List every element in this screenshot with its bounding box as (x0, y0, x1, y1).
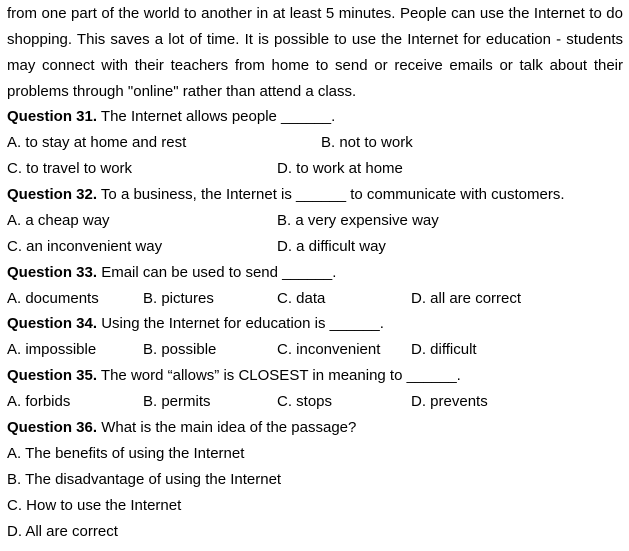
passage-line: shopping. This saves a lot of time. It is possible to use the Internet for education - students (7, 31, 623, 48)
option-c[interactable]: C. data (277, 290, 326, 307)
question-number: Question 31. (7, 108, 98, 125)
option-d[interactable]: D. a difficult way (277, 238, 386, 255)
option-d[interactable]: D. to work at home (277, 160, 403, 177)
question-number: Question 32. (7, 186, 98, 203)
passage-line: may connect with their teachers from home to send or receive emails or talk about their (7, 57, 623, 74)
option-a[interactable]: A. to stay at home and rest (7, 134, 187, 151)
question-stem (7, 415, 356, 441)
option-b[interactable]: B. pictures (143, 290, 214, 307)
option-a[interactable]: A. forbids (7, 393, 71, 410)
question-stem (7, 363, 461, 389)
question-text: Using the Internet for education is ______. (97, 315, 384, 332)
option-b[interactable]: B. a very expensive way (277, 212, 439, 229)
option-d[interactable]: D. All are correct (7, 523, 118, 540)
question-number: Question 36. (7, 419, 98, 436)
option-d[interactable]: D. prevents (411, 393, 488, 410)
question-stem (7, 182, 565, 208)
option-b[interactable]: B. The disadvantage of using the Internet (7, 471, 282, 488)
option-d[interactable]: D. difficult (411, 341, 477, 358)
option-a[interactable]: A. impossible (7, 341, 97, 358)
question-text: The Internet allows people ______. (97, 108, 336, 125)
question-text: To a business, the Internet is ______ to communicate with customers. (97, 186, 565, 203)
option-d[interactable]: D. all are correct (411, 290, 522, 307)
option-c[interactable]: C. stops (277, 393, 333, 410)
question-stem (7, 311, 384, 337)
question-stem (7, 104, 335, 130)
question-text: Email can be used to send ______. (97, 264, 337, 281)
question-number: Question 35. (7, 367, 98, 384)
option-b[interactable]: B. permits (143, 393, 211, 410)
question-stem (7, 260, 336, 286)
question-number: Question 34. (7, 315, 98, 332)
option-a[interactable]: A. The benefits of using the Internet (7, 445, 245, 462)
option-c[interactable]: C. to travel to work (7, 160, 133, 177)
option-c[interactable]: C. an inconvenient way (7, 238, 163, 255)
option-a[interactable]: A. documents (7, 290, 99, 307)
option-c[interactable]: C. How to use the Internet (7, 497, 182, 514)
question-text: The word “allows” is CLOSEST in meaning to ______. (97, 367, 461, 384)
option-b[interactable]: B. not to work (321, 134, 413, 151)
question-number: Question 33. (7, 264, 98, 281)
question-text: What is the main idea of the passage? (97, 419, 357, 436)
passage-line: from one part of the world to another in at least 5 minutes. People can use the Internet to do (7, 5, 623, 22)
option-b[interactable]: B. possible (143, 341, 217, 358)
option-a[interactable]: A. a cheap way (7, 212, 110, 229)
passage-line: problems through "online" rather than attend a class. (7, 83, 357, 100)
option-c[interactable]: C. inconvenient (277, 341, 381, 358)
